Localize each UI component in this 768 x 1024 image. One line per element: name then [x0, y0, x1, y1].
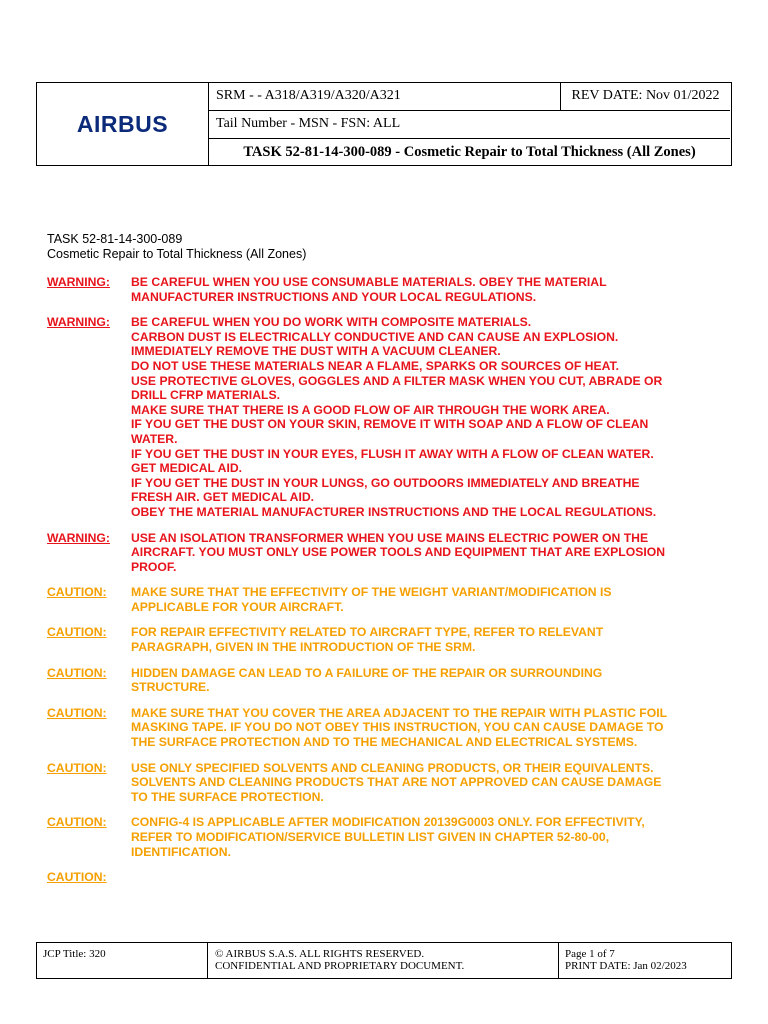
footer-copyright-cell	[208, 943, 559, 978]
note-line: PROOF.	[131, 559, 177, 574]
note-line: MASKING TAPE. IF YOU DO NOT OBEY THIS INSTRUCTION, YOU CAN CAUSE DAMAGE TO	[131, 720, 664, 735]
warning-label: WARNING:	[47, 530, 110, 545]
header-task-title: TASK 52-81-14-300-089 - Cosmetic Repair to Total Thickness (All Zones)	[243, 144, 696, 160]
note-line: FRESH AIR. GET MEDICAL AID.	[131, 490, 315, 505]
task-name: Cosmetic Repair to Total Thickness (All Zones)	[47, 247, 307, 261]
caution-text	[131, 870, 706, 885]
note-line: APPLICABLE FOR YOUR AIRCRAFT.	[131, 599, 344, 614]
caution-note	[47, 815, 737, 859]
note-line: REFER TO MODIFICATION/SERVICE BULLETIN LIST GIVEN IN CHAPTER 52-80-00,	[131, 830, 610, 844]
copyright-text: © AIRBUS S.A.S. ALL RIGHTS RESERVED.	[215, 948, 425, 960]
note-line: HIDDEN DAMAGE CAN LEAD TO A FAILURE OF THE REPAIR OR SURROUNDING	[131, 665, 603, 680]
note-line: GET MEDICAL AID.	[131, 461, 243, 476]
note-line: MAKE SURE THAT THERE IS A GOOD FLOW OF AIR THROUGH THE WORK AREA.	[131, 402, 610, 417]
srm-applicability: SRM - - A318/A319/A320/A321	[216, 88, 401, 103]
notes-list	[47, 275, 737, 885]
task-id: TASK 52-81-14-300-089	[47, 232, 183, 246]
footer-page-cell	[559, 943, 731, 978]
note-line: MAKE SURE THAT THE EFFECTIVITY OF THE WEIGHT VARIANT/MODIFICATION IS	[131, 585, 612, 600]
note-line: MANUFACTURER INSTRUCTIONS AND YOUR LOCAL REGULATIONS.	[131, 289, 537, 304]
document-footer	[36, 942, 732, 979]
note-line: WATER.	[131, 431, 178, 446]
caution-note	[47, 666, 737, 695]
note-line: IF YOU GET THE DUST IN YOUR LUNGS, GO OUTDOORS IMMEDIATELY AND BREATHE	[131, 475, 640, 490]
caution-text	[131, 761, 706, 805]
caution-text	[131, 815, 706, 859]
tail-number: Tail Number - MSN - FSN: ALL	[216, 116, 401, 131]
note-line: DRILL CFRP MATERIALS.	[131, 388, 280, 403]
caution-note	[47, 625, 737, 654]
caution-label: CAUTION:	[47, 760, 107, 775]
note-line: PARAGRAPH, GIVEN IN THE INTRODUCTION OF THE SRM.	[131, 640, 476, 655]
caution-label: CAUTION:	[47, 665, 107, 680]
confidential-text: CONFIDENTIAL AND PROPRIETARY DOCUMENT.	[215, 960, 465, 972]
caution-note	[47, 706, 737, 750]
note-line: CARBON DUST IS ELECTRICALLY CONDUCTIVE AND CAN CAUSE AN EXPLOSION.	[131, 329, 619, 344]
document-header	[36, 82, 732, 166]
note-line: FOR REPAIR EFFECTIVITY RELATED TO AIRCRAFT TYPE, REFER TO RELEVANT	[131, 625, 604, 640]
note-line: BE CAREFUL WHEN YOU USE CONSUMABLE MATERIALS. OBEY THE MATERIAL	[131, 275, 607, 289]
task-title-cell	[209, 139, 730, 165]
warning-label: WARNING:	[47, 315, 110, 330]
caution-text	[131, 625, 706, 654]
note-line: BE CAREFUL WHEN YOU DO WORK WITH COMPOSITE MATERIALS.	[131, 315, 532, 330]
rev-date: REV DATE: Nov 01/2022	[571, 88, 720, 103]
note-line: USE AN ISOLATION TRANSFORMER WHEN YOU USE MAINS ELECTRIC POWER ON THE	[131, 530, 649, 545]
caution-note	[47, 761, 737, 805]
caution-label: CAUTION:	[47, 625, 107, 640]
caution-label: CAUTION:	[47, 585, 107, 600]
warning-label: WARNING:	[47, 275, 110, 289]
note-line: AIRCRAFT. YOU MUST ONLY USE POWER TOOLS AND EQUIPMENT THAT ARE EXPLOSION	[131, 545, 666, 560]
logo-cell	[37, 83, 209, 165]
caution-label: CAUTION:	[47, 815, 107, 830]
note-line: USE ONLY SPECIFIED SOLVENTS AND CLEANING PRODUCTS, OR THEIR EQUIVALENTS.	[131, 760, 654, 775]
note-line: TO THE SURFACE PROTECTION.	[131, 789, 324, 804]
caution-note	[47, 870, 737, 885]
warning-text	[131, 531, 706, 575]
srm-cell	[209, 83, 561, 111]
caution-text	[131, 585, 706, 614]
rev-date-cell	[561, 83, 730, 111]
note-line: IDENTIFICATION.	[131, 844, 231, 859]
note-line: MAKE SURE THAT YOU COVER THE AREA ADJACENT TO THE REPAIR WITH PLASTIC FOIL	[131, 705, 668, 720]
footer-jcp-cell	[37, 943, 208, 978]
note-line: IF YOU GET THE DUST ON YOUR SKIN, REMOVE IT WITH SOAP AND A FLOW OF CLEAN	[131, 417, 649, 432]
warning-note	[47, 531, 737, 575]
note-line: THE SURFACE PROTECTION AND TO THE MECHANICAL AND ELECTRICAL SYSTEMS.	[131, 735, 638, 750]
caution-label: CAUTION:	[47, 705, 107, 720]
page-number: Page 1 of 7	[565, 948, 615, 960]
note-line: CONFIG-4 IS APPLICABLE AFTER MODIFICATION 20139G0003 ONLY. FOR EFFECTIVITY,	[131, 815, 645, 830]
warning-note	[47, 275, 737, 304]
jcp-title: JCP Title: 320	[43, 948, 106, 960]
tail-number-cell	[209, 111, 730, 139]
warning-text	[131, 315, 706, 519]
caution-text	[131, 706, 706, 750]
warning-text	[131, 275, 706, 304]
note-line: IMMEDIATELY REMOVE THE DUST WITH A VACUUM CLEANER.	[131, 344, 501, 359]
note-line: OBEY THE MATERIAL MANUFACTURER INSTRUCTIONS AND THE LOCAL REGULATIONS.	[131, 504, 657, 519]
note-line: STRUCTURE.	[131, 680, 210, 695]
document-body	[47, 232, 737, 896]
note-line: DO NOT USE THESE MATERIALS NEAR A FLAME, SPARKS OR SOURCES OF HEAT.	[131, 358, 619, 373]
note-line: SOLVENTS AND CLEANING PRODUCTS THAT ARE NOT APPROVED CAN CAUSE DAMAGE	[131, 775, 662, 790]
caution-text	[131, 666, 706, 695]
airbus-logo: AIRBUS	[76, 110, 169, 137]
caution-label: CAUTION:	[47, 870, 107, 885]
note-line: USE PROTECTIVE GLOVES, GOGGLES AND A FILTER MASK WHEN YOU CUT, ABRADE OR	[131, 373, 663, 388]
note-line: IF YOU GET THE DUST IN YOUR EYES, FLUSH IT AWAY WITH A FLOW OF CLEAN WATER.	[131, 446, 654, 461]
caution-note	[47, 585, 737, 614]
print-date: PRINT DATE: Jan 02/2023	[565, 960, 687, 972]
warning-note	[47, 315, 737, 519]
